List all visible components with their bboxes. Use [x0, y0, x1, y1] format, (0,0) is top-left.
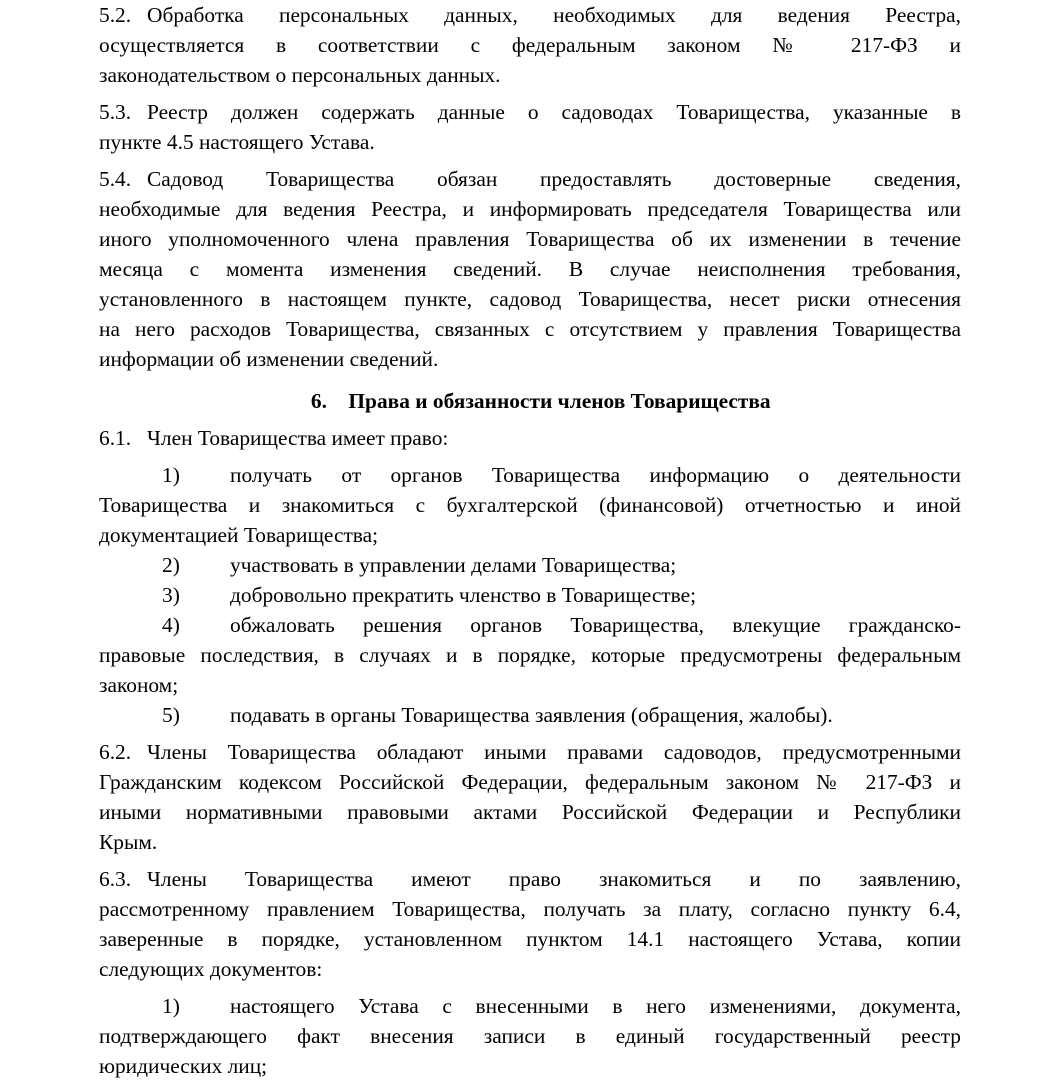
list-item-number: 2): [162, 553, 180, 577]
line-text: юридических лиц;: [99, 1054, 268, 1078]
line-text: Члены Товарищества обладают иными правами садоводов, предусмотренными: [147, 740, 961, 764]
text-line: [99, 550, 961, 580]
list-item-number: 3): [162, 583, 180, 607]
line-text: информации об изменении сведений.: [99, 347, 439, 371]
text-line: [99, 490, 961, 520]
line-text: на него расходов Товарищества, связанных с отсутствием у правления Товарищества: [99, 317, 961, 341]
line-text: пункте 4.5 настоящего Устава.: [99, 130, 375, 154]
text-line: [99, 284, 961, 314]
paragraph-clause-5-4: [99, 164, 961, 374]
list-item-number: 4): [162, 613, 180, 637]
document-text: [99, 0, 961, 1081]
text-line: [99, 1021, 961, 1051]
line-text: Гражданским кодексом Российской Федерации, федеральным законом № 217-ФЗ и: [99, 770, 961, 794]
paragraph-clause-6-1-item-4: [99, 610, 961, 700]
text-line: [99, 737, 961, 767]
list-item-number: 1): [162, 994, 180, 1018]
line-text: добровольно прекратить членство в Товариществе;: [230, 583, 697, 607]
text-line: [99, 460, 961, 490]
line-text: Права и обязанности членов Товарищества: [348, 389, 771, 413]
text-line: [99, 580, 961, 610]
clause-number: 6.2.: [99, 740, 132, 764]
text-line: [99, 767, 961, 797]
paragraph-clause-5-2: [99, 0, 961, 90]
paragraph-clause-6-1-item-1: [99, 460, 961, 550]
clause-number: 6.1.: [99, 426, 132, 450]
line-text: правовые последствия, в случаях и в порядке, которые предусмотрены федеральным: [99, 643, 961, 667]
line-text: установленного в настоящем пункте, садовод Товарищества, несет риски отнесения: [99, 287, 961, 311]
line-text: необходимые для ведения Реестра, и информировать председателя Товарищества или: [99, 197, 961, 221]
paragraph-clause-6-3: [99, 864, 961, 984]
list-item-number: 1): [162, 463, 180, 487]
line-text: документацией Товарищества;: [99, 523, 379, 547]
text-line: [99, 344, 961, 374]
text-line: [99, 0, 961, 30]
text-line: [99, 423, 961, 453]
text-line: [99, 924, 961, 954]
paragraph-clause-6-2: [99, 737, 961, 857]
text-line: [99, 864, 961, 894]
text-line: [99, 827, 961, 857]
clause-number: 6.3.: [99, 867, 132, 891]
line-text: Реестр должен содержать данные о садоводах Товарищества, указанные в: [147, 100, 961, 124]
text-line: [99, 386, 961, 416]
clause-number: 5.4.: [99, 167, 132, 191]
text-line: [99, 194, 961, 224]
heading-number: 6.: [310, 389, 327, 413]
text-line: [99, 700, 961, 730]
clause-number: 5.2.: [99, 3, 132, 27]
line-text: Товарищества и знакомиться с бухгалтерской (финансовой) отчетностью и иной: [99, 493, 961, 517]
line-text: обжаловать решения органов Товарищества, влекущие гражданско-: [230, 613, 961, 637]
line-text: следующих документов:: [99, 957, 323, 981]
line-text: законодательством о персональных данных.: [99, 63, 501, 87]
line-text: иными нормативными правовыми актами Российской Федерации и Республики: [99, 800, 961, 824]
line-text: Обработка персональных данных, необходимых для ведения Реестра,: [147, 3, 961, 27]
line-text: законом;: [99, 673, 179, 697]
text-line: [99, 520, 961, 550]
line-text: настоящего Устава с внесенными в него изменениями, документа,: [230, 994, 961, 1018]
text-line: [99, 610, 961, 640]
text-line: [99, 164, 961, 194]
text-line: [99, 954, 961, 984]
paragraph-clause-6-1-item-2: [99, 550, 961, 580]
line-text: Члены Товарищества имеют право знакомиться и по заявлению,: [147, 867, 961, 891]
paragraph-clause-6-1: [99, 423, 961, 453]
text-line: [99, 224, 961, 254]
line-text: осуществляется в соответствии с федеральным законом № 217-ФЗ и: [99, 33, 961, 57]
text-line: [99, 670, 961, 700]
list-item-number: 5): [162, 703, 180, 727]
clause-number: 5.3.: [99, 100, 132, 124]
line-text: подавать в органы Товарищества заявления (обращения, жалобы).: [230, 703, 833, 727]
text-line: [99, 1051, 961, 1081]
paragraph-clause-6-1-item-5: [99, 700, 961, 730]
text-line: [99, 640, 961, 670]
line-text: Садовод Товарищества обязан предоставлять достоверные сведения,: [147, 167, 961, 191]
paragraph-clause-5-3: [99, 97, 961, 157]
line-text: участвовать в управлении делами Товарищества;: [230, 553, 677, 577]
paragraph-clause-6-1-item-3: [99, 580, 961, 610]
text-line: [99, 97, 961, 127]
line-text: месяца с момента изменения сведений. В случае неисполнения требования,: [99, 257, 961, 281]
line-text: Член Товарищества имеет право:: [147, 426, 449, 450]
text-line: [99, 797, 961, 827]
line-text: Крым.: [99, 830, 158, 854]
line-text: заверенные в порядке, установленном пунктом 14.1 настоящего Устава, копии: [99, 927, 961, 951]
line-text: подтверждающего факт внесения записи в единый государственный реестр: [99, 1024, 961, 1048]
section-heading: [99, 386, 961, 416]
text-line: [99, 127, 961, 157]
text-line: [99, 30, 961, 60]
text-line: [99, 314, 961, 344]
line-text: рассмотренному правлением Товарищества, получать за плату, согласно пункту 6.4,: [99, 897, 961, 921]
paragraph-clause-6-3-item-1: [99, 991, 961, 1081]
text-line: [99, 894, 961, 924]
text-line: [99, 60, 961, 90]
text-line: [99, 991, 961, 1021]
line-text: иного уполномоченного члена правления Товарищества об их изменении в течение: [99, 227, 961, 251]
line-text: получать от органов Товарищества информацию о деятельности: [230, 463, 961, 487]
text-line: [99, 254, 961, 284]
